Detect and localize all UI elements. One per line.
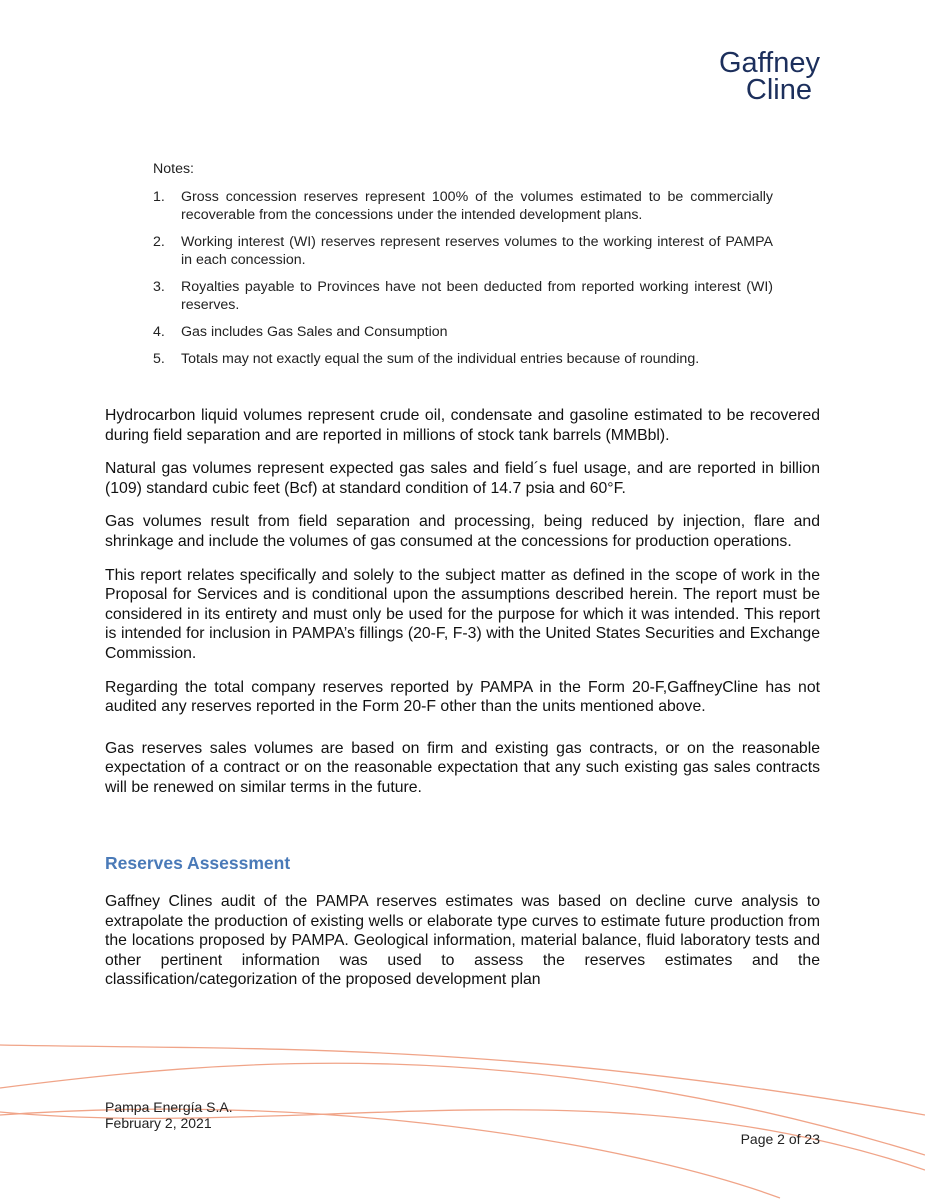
notes-title: Notes:: [153, 161, 195, 177]
note-item: [153, 188, 773, 224]
notes-list: [153, 188, 773, 368]
paragraph-total-reserves: Regarding the total company reserves reported by PAMPA in the Form 20-F,GaffneyCline has not audited any reserves reported in the Form 20-F other than the units mentioned above.: [105, 678, 820, 716]
note-text: Working interest (WI) reserves represent reserves volumes to the working interest of PAMPA in each concession.: [181, 234, 773, 268]
note-number: 1.: [153, 189, 165, 205]
paragraph-gas-processing: Gas volumes result from field separation and processing, being reduced by injection, flare and shrinkage and include the volumes of gas consumed at the concessions for production operations.: [105, 513, 820, 550]
note-item: [153, 323, 773, 341]
note-item: [153, 350, 773, 368]
logo-line-2: Cline: [745, 74, 812, 106]
footer-date: February 2, 2021: [105, 1115, 212, 1131]
note-number: 5.: [153, 351, 165, 367]
paragraph-liquid-volumes: Hydrocarbon liquid volumes represent crude oil, condensate and gasoline estimated to be recovered during field separation and are reported in millions of stock tank barrels (MMBbl).: [105, 407, 820, 444]
body-text: [105, 406, 820, 812]
note-text: Totals may not exactly equal the sum of the individual entries because of rounding.: [181, 351, 700, 367]
footer-left: [105, 1099, 233, 1131]
page-number: Page 2 of 23: [740, 1131, 820, 1147]
paragraph-reserves-assessment: Gaffney Clines audit of the PAMPA reserves estimates was based on decline curve analysis to extrapolate the production of existing wells or elaborate type curves to estimate future production from the locations proposed by PAMPA. Geological information, material balance, fluid laboratory tests and other pertinent information was used to assess the reserves estimates and the classification/categorization of the proposed development plan: [105, 893, 820, 989]
footer-company: Pampa Energía S.A.: [105, 1099, 233, 1115]
note-number: 4.: [153, 324, 165, 340]
paragraph-report-scope: This report relates specifically and solely to the subject matter as defined in the scope of work in the Proposal for Services and is conditional upon the assumptions described herein. The report must be considered in its entirety and must only be used for the purpose for which it was intended. This report is intended for inclusion in PAMPA’s fillings (20-F, F-3) with the United States Securities and Exchange Commission.: [105, 566, 820, 662]
logo-line-1: Gaffney: [718, 47, 820, 79]
note-text: Gross concession reserves represent 100% of the volumes estimated to be commercially recoverable from the concessions under the intended development plans.: [181, 189, 773, 223]
note-number: 2.: [153, 234, 165, 250]
note-text: Gas includes Gas Sales and Consumption: [181, 324, 448, 340]
note-text: Royalties payable to Provinces have not been deducted from reported working interest (WI) reserves.: [181, 279, 773, 313]
note-item: [153, 278, 773, 314]
paragraph-gas-contracts: Gas reserves sales volumes are based on firm and existing gas contracts, or on the reasonable expectation of a contract or on the reasonable expectation that any such existing gas sales contracts will be renewed on similar terms in the future.: [105, 739, 820, 796]
section-heading-reserves-assessment: Reserves Assessment: [105, 853, 291, 873]
notes-section: [153, 160, 773, 377]
note-item: [153, 233, 773, 269]
gaffney-cline-logo: [718, 47, 820, 106]
note-number: 3.: [153, 279, 165, 295]
paragraph-gas-volumes: Natural gas volumes represent expected gas sales and field´s fuel usage, and are reported in billion (109) standard cubic feet (Bcf) at standard condition of 14.7 psia and 60°F.: [105, 460, 820, 497]
